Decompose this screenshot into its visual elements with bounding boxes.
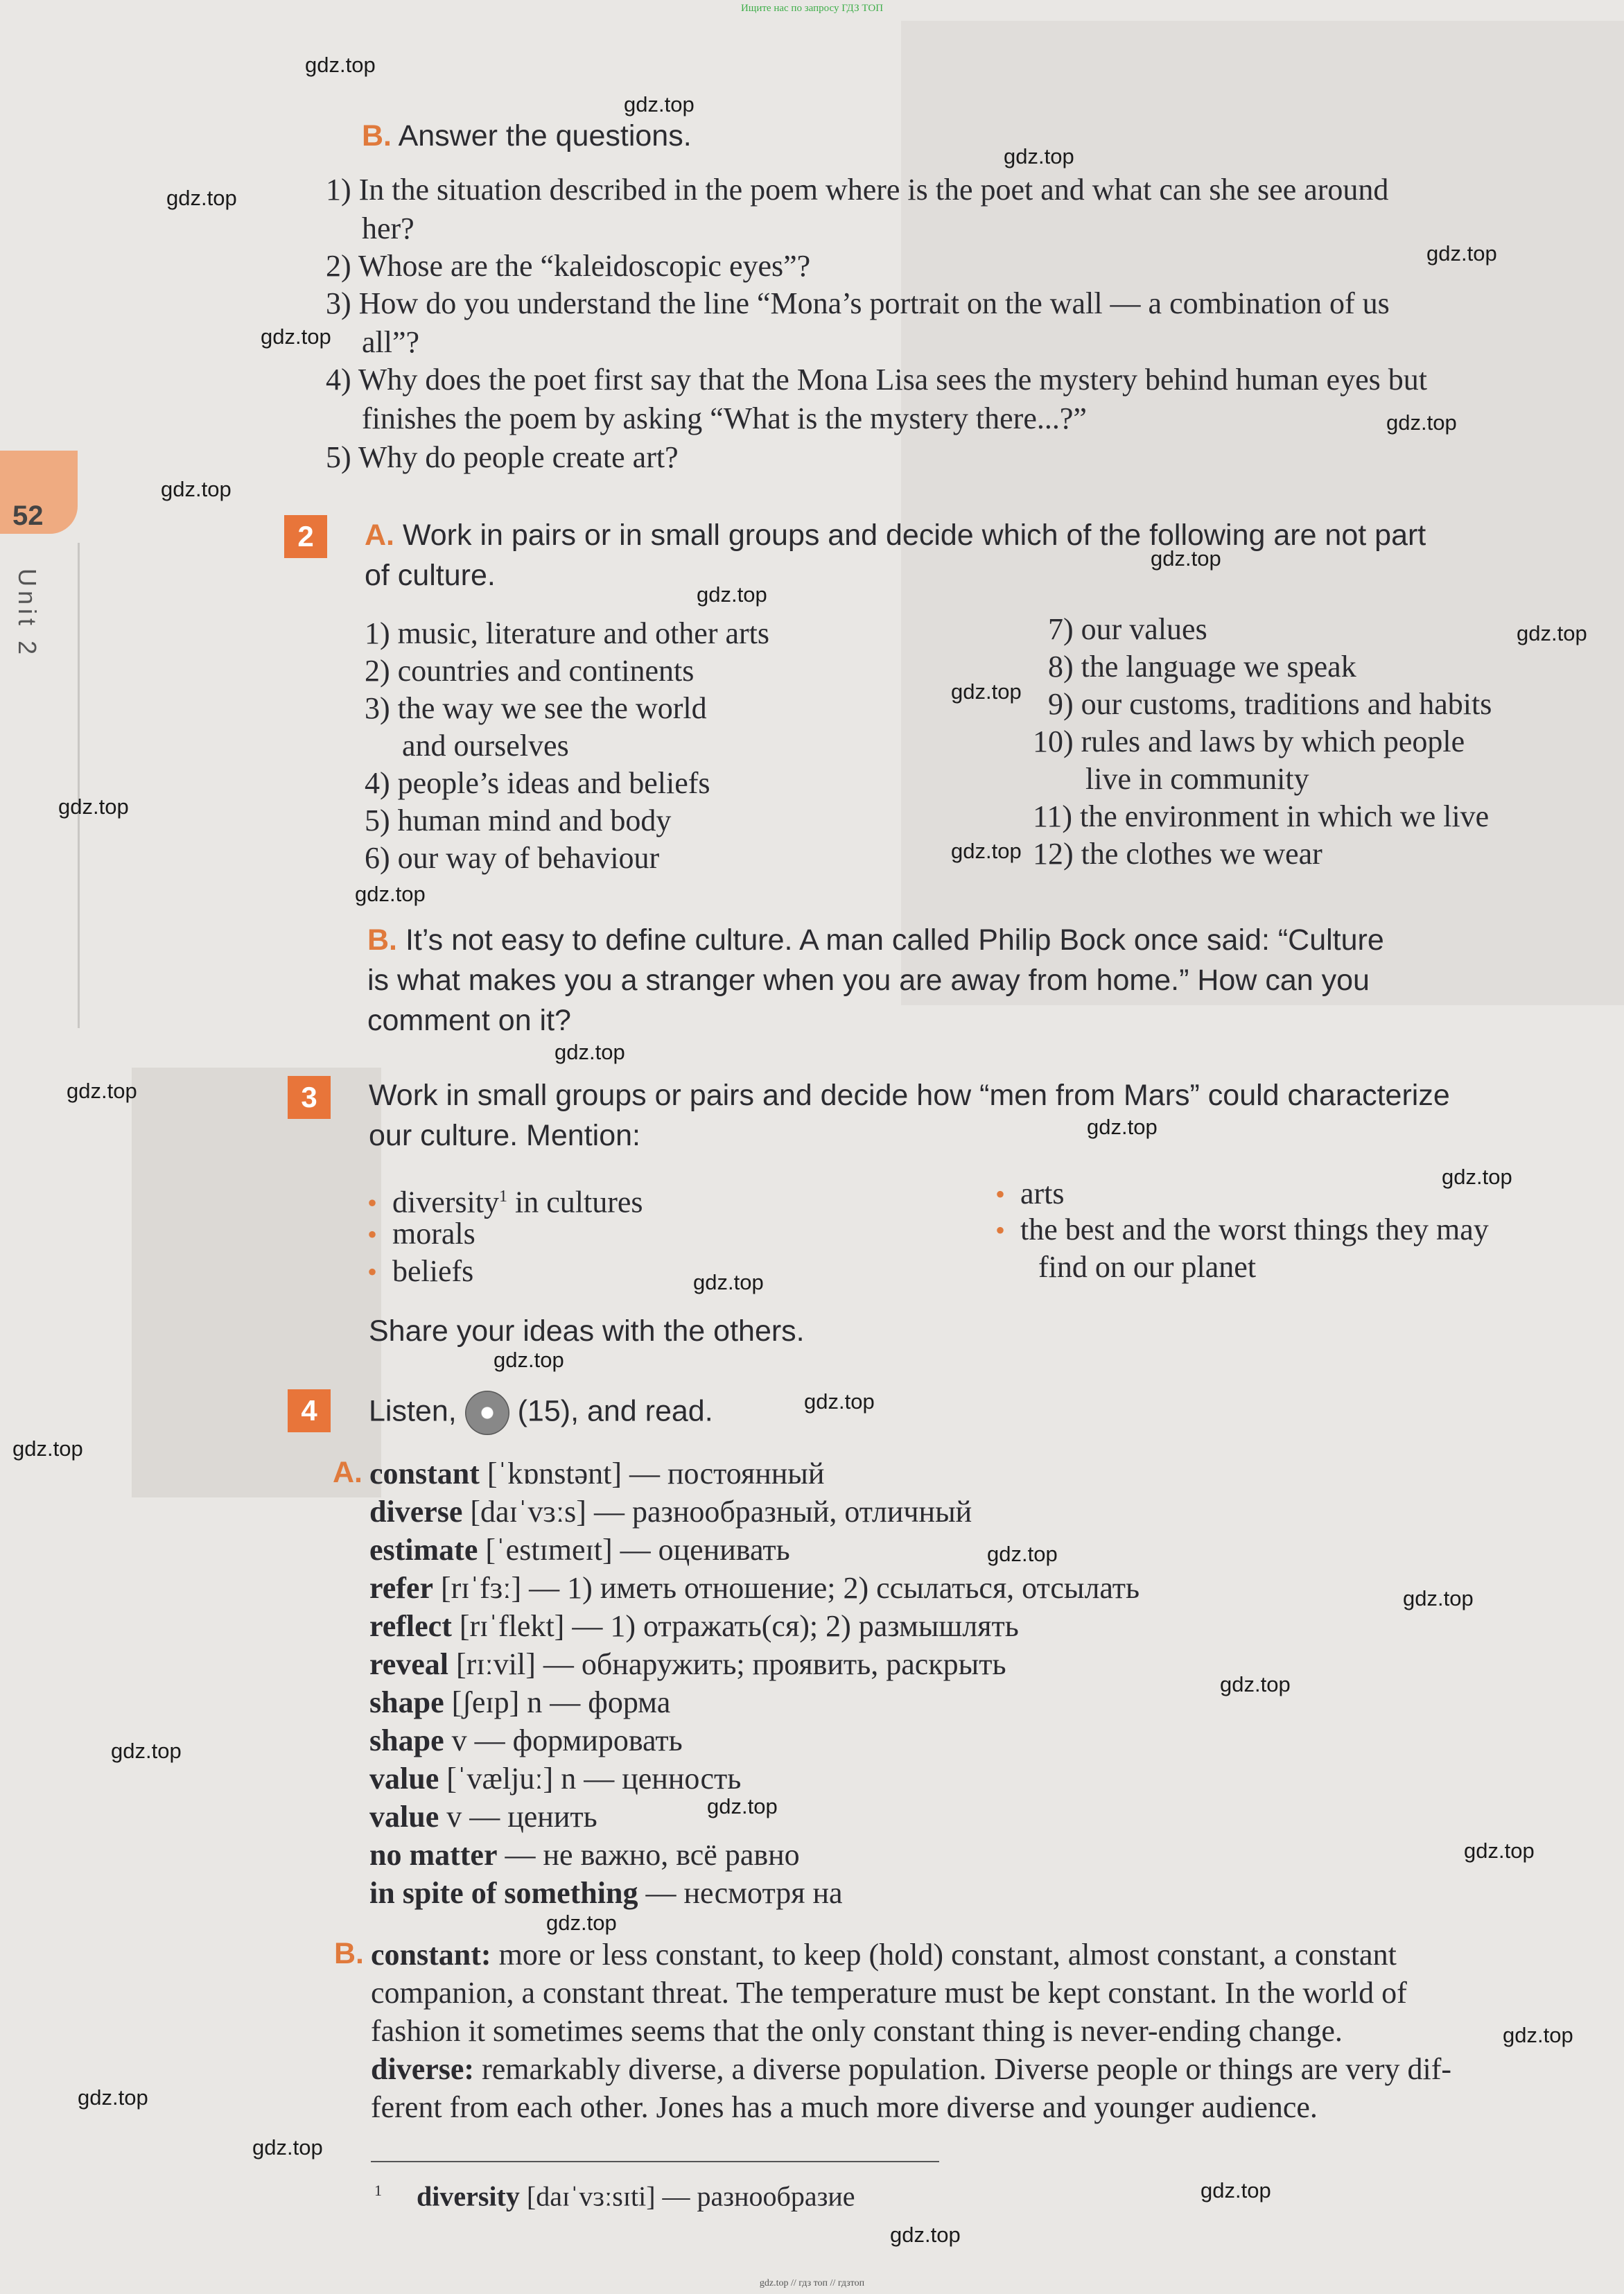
bullet-dot: • <box>995 1179 1006 1210</box>
vocab-definition: — не важно, всё равно <box>497 1838 800 1872</box>
vocab-word: shape <box>369 1685 444 1719</box>
vocab-word: value <box>369 1762 439 1796</box>
watermark: gdz.top <box>951 679 1022 704</box>
vocab-entry <box>369 1454 824 1493</box>
bullet-dot: • <box>995 1215 1006 1246</box>
footnote-definition: [daɪˈvɜːsɪti] — разнообразие <box>519 2180 855 2212</box>
ex2-part-a-line: of culture. <box>365 559 496 592</box>
ex3-number-badge: 3 <box>288 1076 331 1119</box>
vocab-entry <box>369 1607 1019 1645</box>
vocab-definition: [rɪːvil] — обнаружить; проявить, раскрыть <box>448 1647 1006 1681</box>
vocab-definition: [ˈvæljuː] n — ценность <box>439 1762 742 1796</box>
ex1-question: 2) Whose are the “kaleidoscopic eyes”? <box>326 249 811 283</box>
ex1-question: 3) How do you understand the line “Mona’s portrait on the wall — a combination of us <box>326 286 1390 320</box>
ex3-instruction: our culture. Mention: <box>369 1119 640 1152</box>
watermark: gdz.top <box>987 1542 1058 1566</box>
watermark: gdz.top <box>252 2135 323 2160</box>
watermark: gdz.top <box>67 1079 137 1103</box>
watermark: gdz.top <box>1200 2178 1271 2202</box>
ex1-question: 1) In the situation described in the poem where is the poet and what can she see around <box>326 173 1389 207</box>
vocab-entry <box>369 1874 843 1912</box>
ex3-bullet-item <box>367 1215 475 1254</box>
watermark: gdz.top <box>12 1436 83 1461</box>
watermark: gdz.top <box>1442 1165 1512 1189</box>
watermark: gdz.top <box>166 186 237 210</box>
watermark: gdz.top <box>1004 144 1074 168</box>
ex1-question: 4) Why does the poet first say that the Mona Lisa sees the mystery behind human eyes but <box>326 363 1427 397</box>
ex3-share-line: Share your ideas with the others. <box>369 1314 805 1348</box>
watermark: gdz.top <box>951 839 1022 863</box>
watermark: gdz.top <box>1403 1586 1474 1610</box>
ex3-bullet-text-cont: find on our planet <box>1038 1250 1257 1284</box>
ex4-part-b-text: more or less constant, to keep (hold) constant, almost constant, a constant <box>491 1938 1397 1972</box>
vocab-definition: — несмотря на <box>638 1876 843 1910</box>
watermark: gdz.top <box>58 794 129 819</box>
ex4-part-b-text: companion, a constant threat. The temperature must be kept constant. In the world of <box>371 1976 1407 2010</box>
watermark: gdz.top <box>1087 1115 1158 1139</box>
ex2-part-b-line: is what makes you a stranger when you are away from home.” How can you <box>367 964 1370 997</box>
ex3-bullet-text: the best and the worst things they may <box>1020 1213 1489 1246</box>
bullet-dot: • <box>367 1256 378 1287</box>
ex2-right-item: 10) rules and laws by which people <box>1033 724 1465 758</box>
ex3-bullet-text: arts <box>1020 1176 1065 1210</box>
watermark: gdz.top <box>697 582 767 607</box>
ex1-question-cont: her? <box>362 211 414 245</box>
vocab-definition: [ˈestɪmeɪt] — оценивать <box>478 1533 790 1567</box>
ex4-listen-after: (15), and read. <box>517 1394 713 1428</box>
vocab-word: estimate <box>369 1533 478 1567</box>
bottom-note: gdz.top // гдз топ // гдзтоп <box>759 2278 865 2288</box>
ex1-part-b-title: Answer the questions. <box>398 119 692 153</box>
watermark: gdz.top <box>494 1348 564 1372</box>
vocab-word: no matter <box>369 1838 498 1872</box>
vocab-definition: [rɪˈflekt] — 1) отражать(ся); 2) размышлять <box>451 1609 1019 1643</box>
watermark: gdz.top <box>1151 546 1221 571</box>
vocab-entry <box>369 1721 683 1759</box>
ex3-bullet-item <box>995 1210 1489 1250</box>
ex1-part-b-heading <box>362 116 692 155</box>
watermark: gdz.top <box>546 1911 617 1935</box>
watermark: gdz.top <box>1386 410 1457 435</box>
watermark: gdz.top <box>1517 621 1587 645</box>
ex4-part-b-letter: B. <box>334 1937 364 1970</box>
ex2-part-a-line <box>365 516 1426 555</box>
margin-rule <box>78 543 80 1028</box>
vocab-entry <box>369 1569 1140 1607</box>
ex2-right-item: 12) the clothes we wear <box>1033 837 1322 871</box>
vocab-entry <box>369 1645 1006 1683</box>
ex2-number-badge: 2 <box>284 515 327 558</box>
ex3-bullet-item <box>367 1252 473 1292</box>
footnote <box>374 2171 855 2215</box>
watermark: gdz.top <box>111 1739 182 1763</box>
unit-label: Unit 2 <box>13 568 42 659</box>
vocab-definition: [ˈkɒnstənt] — постоянный <box>479 1457 825 1491</box>
ex2-left-item: 6) our way of behaviour <box>365 841 660 875</box>
background-photo-panel-left <box>132 1068 381 1497</box>
ex4-part-b-term: constant: <box>371 1938 491 1972</box>
ex3-bullet-text-rest: in cultures <box>507 1185 643 1219</box>
watermark: gdz.top <box>78 2085 148 2110</box>
ex1-question-cont: all”? <box>362 325 420 359</box>
ex2-part-b-letter: B. <box>367 923 397 957</box>
ex2-left-item: 1) music, literature and other arts <box>365 616 770 650</box>
watermark: gdz.top <box>1220 1672 1291 1696</box>
ex2-part-b-text: It’s not easy to define culture. A man called Philip Bock once said: “Culture <box>405 923 1384 957</box>
bullet-dot: • <box>367 1187 378 1219</box>
ex2-left-item-cont: and ourselves <box>402 729 569 763</box>
ex1-question-cont: finishes the poem by asking “What is the mystery there...?” <box>362 401 1087 435</box>
ex3-bullet-text: beliefs <box>392 1254 474 1288</box>
ex4-part-b-text: ferent from each other. Jones has a much more diverse and younger audience. <box>371 2090 1318 2124</box>
ex2-part-b-line: comment on it? <box>367 1004 571 1037</box>
watermark: gdz.top <box>804 1389 875 1414</box>
footnote-ref: 1 <box>499 1188 507 1206</box>
vocab-definition: [ʃeɪp] n — форма <box>444 1685 671 1719</box>
ex2-right-item: 11) the environment in which we live <box>1033 799 1490 833</box>
ex2-left-item: 2) countries and continents <box>365 654 695 688</box>
watermark: gdz.top <box>1426 241 1497 266</box>
watermark: gdz.top <box>1464 1839 1535 1863</box>
vocab-entry <box>369 1798 597 1836</box>
watermark: gdz.top <box>261 324 331 349</box>
bullet-dot: • <box>367 1219 378 1250</box>
ex4-part-b-line <box>371 2012 1343 2050</box>
ex2-right-item: 8) the language we speak <box>1048 650 1356 684</box>
vocab-word: reflect <box>369 1609 452 1643</box>
ex2-part-a-text: Work in pairs or in small groups and decide which of the following are not part <box>402 519 1426 552</box>
ex2-left-item: 3) the way we see the world <box>365 691 707 725</box>
vocab-entry <box>369 1531 790 1569</box>
watermark: gdz.top <box>161 477 232 501</box>
ex4-part-b-line <box>371 2088 1318 2126</box>
vocab-definition: [rɪˈfɜː] — 1) иметь отношение; 2) ссылаться, отсылать <box>433 1571 1140 1605</box>
vocab-word: in spite of something <box>369 1876 638 1910</box>
ex2-part-b-line <box>367 921 1384 959</box>
watermark: gdz.top <box>890 2223 961 2247</box>
ex2-part-a-letter: A. <box>365 519 394 552</box>
ex4-part-b-term: diverse: <box>371 2052 475 2086</box>
ex2-left-item: 4) people’s ideas and beliefs <box>365 766 710 800</box>
vocab-definition: [daɪˈvɜːs] — разнообразный, отличный <box>462 1495 972 1529</box>
watermark: gdz.top <box>624 92 695 116</box>
vocab-word: shape <box>369 1723 444 1757</box>
ex3-bullet-item <box>995 1174 1065 1214</box>
ex4-part-b-line <box>371 1936 1397 1974</box>
ex4-listen-line <box>369 1391 713 1435</box>
ex2-left-item: 5) human mind and body <box>365 803 672 837</box>
ex4-part-b-text: fashion it sometimes seems that the only constant thing is never-ending change. <box>371 2014 1343 2048</box>
ex4-number-badge: 4 <box>288 1389 331 1432</box>
vocab-entry <box>369 1683 670 1721</box>
vocab-word: value <box>369 1800 439 1834</box>
ex1-question: 5) Why do people create art? <box>326 440 679 474</box>
watermark: gdz.top <box>693 1270 764 1294</box>
watermark: gdz.top <box>355 882 426 906</box>
ex3-instruction: Work in small groups or pairs and decide how “men from Mars” could characterize <box>369 1079 1450 1112</box>
ex3-bullet-text: diversity <box>392 1185 499 1219</box>
footnote-mark: 1 <box>374 2182 382 2199</box>
ex2-right-item: 9) our customs, traditions and habits <box>1048 687 1492 721</box>
vocab-word: reveal <box>369 1647 449 1681</box>
footnote-word: diversity <box>417 2180 520 2212</box>
watermark: gdz.top <box>305 53 376 77</box>
top-note: Ищите нас по запросу ГДЗ ТОП <box>740 3 884 14</box>
cd-audio-icon[interactable] <box>465 1391 509 1435</box>
ex1-part-b-letter: B. <box>362 119 392 153</box>
vocab-word: diverse <box>369 1495 463 1529</box>
vocab-word: constant <box>369 1457 480 1491</box>
vocab-definition: v — ценить <box>439 1800 597 1834</box>
vocab-entry <box>369 1759 741 1798</box>
ex4-part-b-text: remarkably diverse, a diverse population. Diverse people or things are very dif- <box>474 2052 1452 2086</box>
watermark: gdz.top <box>555 1040 625 1064</box>
vocab-entry <box>369 1836 800 1874</box>
ex2-right-item: 7) our values <box>1048 612 1207 646</box>
watermark: gdz.top <box>1503 2023 1573 2047</box>
ex2-right-item-cont: live in community <box>1085 762 1309 796</box>
page-number: 52 <box>12 501 44 531</box>
watermark: gdz.top <box>707 1794 778 1818</box>
ex4-part-b-line <box>371 2050 1451 2088</box>
vocab-entry <box>369 1493 972 1531</box>
footnote-rule <box>371 2161 939 2162</box>
ex3-bullet-text: morals <box>392 1217 475 1251</box>
vocab-definition: v — формировать <box>444 1723 683 1757</box>
vocab-word: refer <box>369 1571 433 1605</box>
ex4-listen-before: Listen, <box>369 1394 457 1428</box>
ex4-part-b-line <box>371 1974 1407 2012</box>
ex4-part-a-letter: A. <box>333 1456 363 1489</box>
